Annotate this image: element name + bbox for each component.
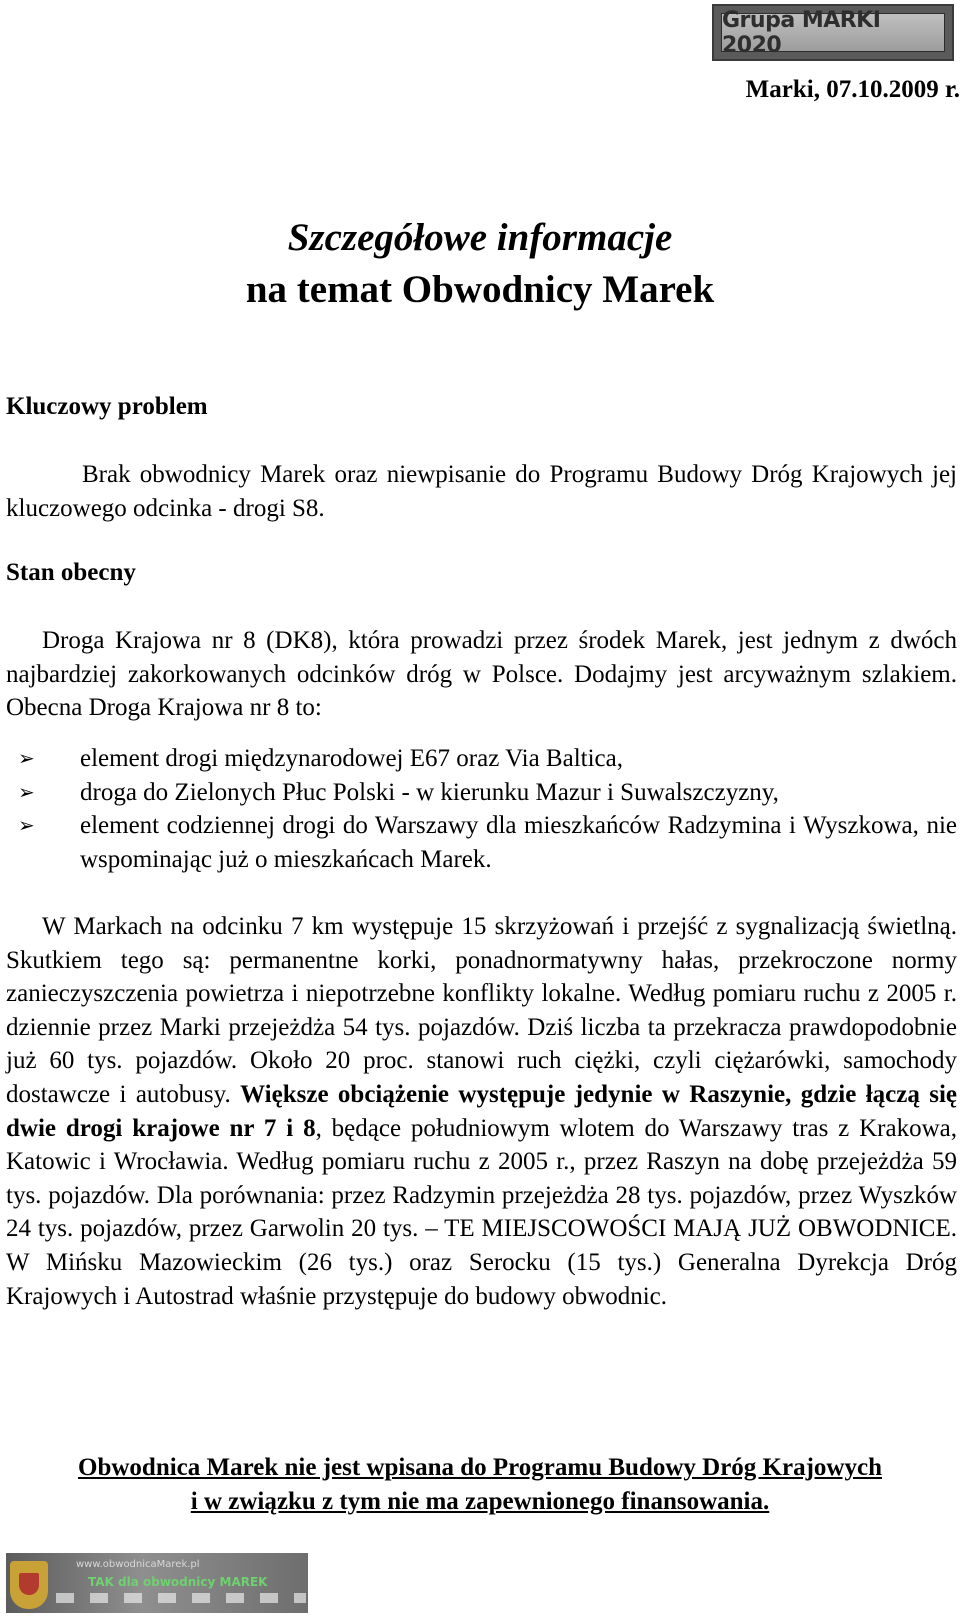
conclusion-line-2: i w związku z tym nie ma zapewnionego finansowania. <box>190 1487 770 1515</box>
conclusion <box>0 1451 960 1518</box>
key-problem-text: Brak obwodnicy Marek oraz niewpisanie do Programu Budowy Dróg Krajowych jej kluczowego odcinka - drogi S8. <box>6 461 957 522</box>
current-state-intro: Droga Krajowa nr 8 (DK8), która prowadzi przez środek Marek, jest jednym z dwóch najbardziej zakorkowanych odcinków dróg w Polsce. Dodajmy jest arcyważnym szlakiem. Obecna Droga Krajowa nr 8 to: <box>6 627 957 722</box>
document-title <box>0 212 960 316</box>
bullet-text: element codziennej drogi do Warszawy dla mieszkańców Radzymina i Wyszkowa, nie wspominając już o mieszkańcach Marek. <box>80 812 957 873</box>
traffic-paragraph-part-1: W Markach na odcinku 7 km występuje 15 skrzyżowań i przejść z sygnalizacją świetlną. Skutkiem tego są: permanentne korki, ponadnormatywny hałas, przekroczone normy zanieczyszczenia powietrza i niepotrzebne konflikty lokalne. Według pomiaru ruchu z 2005 r. dziennie przez Marki przejeżdża 54 tys. pojazdów. Dziś liczba ta przekracza prawdopodobnie już 60 tys. pojazdów. Około 20 proc. stanowi ruch ciężki, czyli ciężarówki, samochody dostawcze i autobusy. <box>6 913 957 1108</box>
banner-slogan: TAK dla obwodnicy MAREK <box>88 1575 268 1589</box>
conclusion-line-1: Obwodnica Marek nie jest wpisana do Programu Budowy Dróg Krajowych <box>78 1454 882 1481</box>
bullet-item <box>6 809 957 876</box>
bullet-item <box>6 742 957 776</box>
title-line-2: na temat Obwodnicy Marek <box>245 268 715 311</box>
heading-key-problem: Kluczowy problem <box>6 393 208 420</box>
arrowhead-bullet-icon: ➢ <box>18 813 35 838</box>
logo-text: Grupa MARKI 2020 <box>722 7 881 58</box>
document-date: Marki, 07.10.2009 r. <box>745 76 960 103</box>
arrowhead-bullet-icon: ➢ <box>18 746 35 770</box>
grupa-marki-logo <box>712 4 954 61</box>
footer-banner <box>6 1553 308 1613</box>
bullet-text: droga do Zielonych Płuc Polski - w kierunku Mazur i Suwalszczyzny, <box>80 778 779 806</box>
bullet-text: element drogi międzynarodowej E67 oraz Via Baltica, <box>80 745 623 772</box>
traffic-paragraph-part-2: , będące południowym wlotem do Warszawy tras z Krakowa, Katowic i Wrocławia. Według pomiaru ruchu z 2005 r., przez Raszyn na dobę przejeżdża 59 tys. pojazdów. Dla porównania: przez Radzymin przejeżdża 28 tys. pojazdów, przez Wyszków 24 tys. pojazdów, przez Garwolin 20 tys. – TE MIEJSCOWOŚCI MAJĄ JUŻ OBWODNICE. W Mińsku Mazowieckim (26 tys.) oraz Serocku (15 tys.) Generalna Dyrekcja Dróg Krajowych i Autostrad właśnie przystępuje do budowy obwodnic. <box>6 1114 958 1310</box>
traffic-paragraph-emphasis: Większe obciążenie występuje jedynie w Raszynie, gdzie łączą się dwie drogi krajowe nr 7 i 8 <box>6 1080 957 1142</box>
arrowhead-bullet-icon: ➢ <box>18 779 35 804</box>
banner-url: www.obwodnicaMarek.pl <box>76 1559 200 1570</box>
road-marking-graphic <box>56 1593 306 1603</box>
title-line-1: Szczegółowe informacje <box>287 216 673 259</box>
heading-current-state: Stan obecny <box>6 559 136 586</box>
current-state-bullet-list <box>6 742 957 876</box>
marki-crest-icon <box>10 1561 48 1609</box>
traffic-paragraph <box>6 910 957 1313</box>
bullet-item <box>6 776 957 810</box>
